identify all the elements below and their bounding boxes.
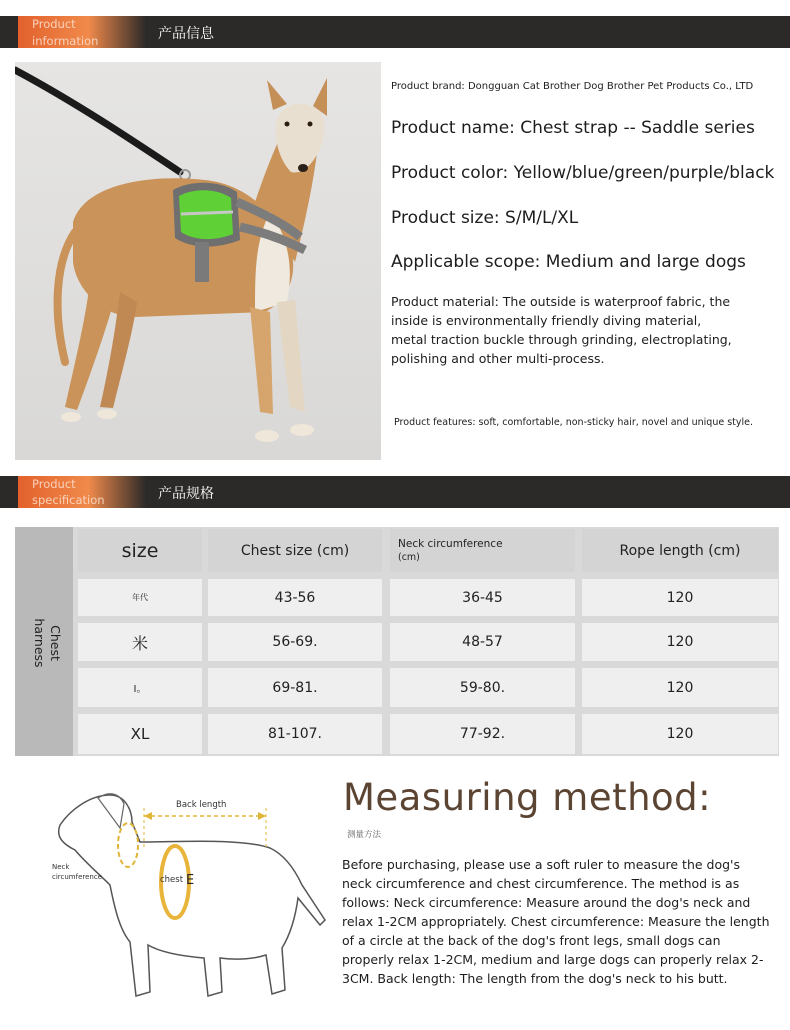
section-title: 产品规格 bbox=[158, 486, 214, 502]
section-tag-line2: specification bbox=[32, 493, 105, 507]
chest-mark: E bbox=[186, 873, 195, 888]
neck-header-unit: (cm) bbox=[398, 552, 420, 563]
table-cell-chest: 56-69. bbox=[208, 623, 382, 661]
section-header-info bbox=[0, 16, 790, 48]
section-tag bbox=[18, 476, 146, 508]
back-length-label: Back length bbox=[176, 800, 227, 810]
section-tag bbox=[18, 16, 146, 48]
product-name: Product name: Chest strap -- Saddle series bbox=[391, 118, 755, 138]
product-material bbox=[391, 292, 751, 368]
section-tag-line1: Product bbox=[32, 17, 76, 31]
header-rope-length: Rope length (cm) bbox=[582, 529, 778, 572]
material-line: polishing and other multi-process. bbox=[391, 351, 605, 366]
material-line: metal traction buckle through grinding, electroplating, bbox=[391, 332, 732, 347]
side-label-line2: harness bbox=[32, 618, 47, 668]
section-tag-line2: information bbox=[32, 34, 99, 48]
table-cell-size: XL bbox=[78, 714, 202, 754]
neck-circumference-label bbox=[52, 862, 102, 882]
table-cell-neck: 59-80. bbox=[390, 668, 575, 707]
product-brand: Product brand: Dongguan Cat Brother Dog Brother Pet Products Co., LTD bbox=[391, 81, 754, 92]
table-cell-neck: 48-57 bbox=[390, 623, 575, 661]
table-cell-neck: 77-92. bbox=[390, 714, 575, 754]
dog-harness-illustration bbox=[15, 62, 381, 460]
table-cell-rope: 120 bbox=[582, 579, 778, 616]
table-cell-chest: 69-81. bbox=[208, 668, 382, 707]
measuring-subtitle: 测量方法 bbox=[347, 830, 382, 840]
material-line: inside is environmentally friendly diving material, bbox=[391, 313, 702, 328]
product-photo bbox=[15, 62, 381, 460]
table-cell-size: I。 bbox=[78, 668, 202, 707]
product-color: Product color: Yellow/blue/green/purple/black bbox=[391, 163, 775, 183]
product-features: Product features: soft, comfortable, non-sticky hair, novel and unique style. bbox=[394, 417, 754, 428]
measuring-title: Measuring method: bbox=[343, 776, 712, 819]
table-side-label bbox=[31, 593, 63, 693]
table-cell-size: 年代 bbox=[78, 579, 202, 616]
header-chest-size: Chest size (cm) bbox=[208, 529, 382, 572]
table-cell-chest: 81-107. bbox=[208, 714, 382, 754]
measuring-body: Before purchasing, please use a soft ruler to measure the dog's neck circumference and chest circumference. The method is as follows: Neck circumference: Measure around the dog's neck and relax 1-2CM appropriately. Chest circumference: Measure the length of a circle at the back of the dog's front legs, small dogs can properly relax 1-2CM, medium and large dogs can properly relax 2-3CM. Back length: The length from the dog's neck to his butt. bbox=[342, 857, 770, 986]
side-label-line1: Chest bbox=[48, 625, 63, 661]
product-size: Product size: S/M/L/XL bbox=[391, 208, 579, 228]
table-cell-rope: 120 bbox=[582, 668, 778, 707]
measuring-diagram bbox=[40, 770, 330, 1010]
material-line: Product material: The outside is waterproof fabric, the bbox=[391, 294, 731, 309]
section-tag-line1: Product bbox=[32, 477, 76, 491]
size-table bbox=[15, 527, 779, 756]
table-cell-neck: 36-45 bbox=[390, 579, 575, 616]
section-title: 产品信息 bbox=[158, 26, 214, 42]
header-neck-circumference bbox=[390, 529, 575, 572]
table-cell-chest: 43-56 bbox=[208, 579, 382, 616]
table-side-label-column bbox=[15, 527, 73, 756]
product-scope: Applicable scope: Medium and large dogs bbox=[391, 252, 746, 272]
neck-header-text: Neck circumference bbox=[398, 538, 503, 550]
table-cell-rope: 120 bbox=[582, 623, 778, 661]
neck-label-line2: circumference bbox=[52, 873, 103, 881]
neck-label-line1: Neck bbox=[52, 863, 70, 871]
table-cell-rope: 120 bbox=[582, 714, 778, 754]
header-size: size bbox=[78, 529, 202, 572]
section-header-spec bbox=[0, 476, 790, 508]
chest-label: chest bbox=[160, 875, 184, 885]
table-cell-size: 米 bbox=[78, 623, 202, 661]
